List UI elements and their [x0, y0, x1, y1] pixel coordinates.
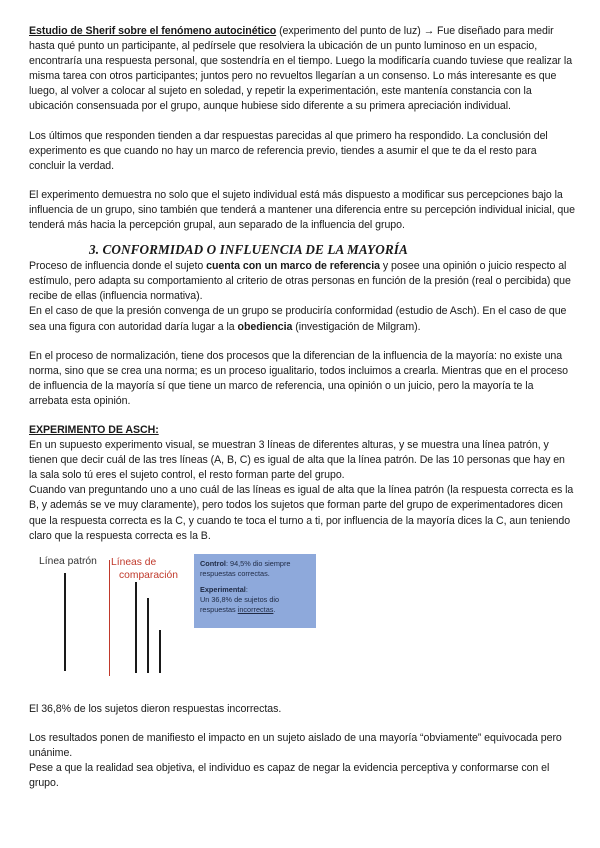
label-comp-line2: comparación — [119, 569, 178, 581]
conformidad-bold-term: cuenta con un marco de referencia — [206, 260, 380, 273]
results-infobox — [194, 554, 316, 628]
section-heading-conformidad: 3. CONFORMIDAD O INFLUENCIA DE LA MAYORÍA — [89, 242, 408, 258]
sherif-title: Estudio de Sherif sobre el fenómeno autocinético — [29, 25, 277, 37]
conformidad-paragraph-1 — [29, 259, 575, 304]
infobox-exp-end: . — [273, 604, 276, 614]
infobox-exp-underlined: incorrectas — [237, 604, 274, 614]
label-linea-patron: Línea patrón — [39, 555, 97, 567]
infobox-exp-label: Experimental — [200, 584, 246, 594]
sherif-text: (experimento del punto de luz) → Fue diseñado para medir hasta qué punto un participante, al pedírsele que resolviera la ubicación de un punto luminoso en un espacio, encontraría una respuesta personal, que sostendría en el tiempo. Luego la modificaría cuando tuviese que realizar la misma tarea con otros participantes; juntos pero no revueltos llegarían a un consenso. Lo más interesante es que luego, al volver a colocar al sujeto en soledad, y repetir la experimentación, este mantenía constancia con la ubicación consensuada por el grupo, aunque hubiese sido diferente a su primera apreciación individual. — [29, 25, 573, 113]
conformidad-text-a: Proceso de influencia donde el sujeto — [29, 260, 207, 273]
asch-heading: EXPERIMENTO DE ASCH: — [29, 423, 159, 436]
conformidad-p2-text-b: (investigación de Milgram). — [292, 320, 421, 333]
sherif-paragraph — [29, 24, 575, 115]
asch-figure — [29, 554, 575, 702]
results-paragraph-2: Los resultados ponen de manifiesto el impacto en un sujeto aislado de una mayoría “obviamente” equivocada pero unánime. — [29, 731, 562, 759]
asch-paragraph-2: Cuando van preguntando uno a uno cuál de las líneas es igual de alta que la línea patrón (la respuesta correcta es la B, y además se ve muy claramente), pero todos los sujetos que forman parte del grupo de experimentadores dicen que la respuesta correcta es la C, y cuando te toca el turno a ti, por influencia de la mayoría dices la C, aun teniendo claro que la respuesta correcta es la B. — [29, 484, 574, 542]
conformidad-paragraph-2 — [29, 304, 575, 334]
infobox-exp-text: Un 36,8% de sujetos dio respuestas — [200, 594, 280, 614]
results-paragraph-3: Pese a que la realidad sea objetiva, el individuo es capaz de negar la evidencia perceptiva y conformarse con el grupo. — [29, 762, 550, 790]
conformidad-p2-text-a: En el caso de que la presión convenga de un grupo se produciría conformidad (estudio de Asch). En el caso de que sea una figura con autoridad daría lugar a la — [29, 305, 567, 333]
obediencia-term: obediencia — [237, 320, 293, 333]
line-a — [135, 582, 137, 673]
infobox-control-label: Control — [200, 558, 226, 568]
infobox-exp-colon: : — [245, 584, 248, 594]
label-lineas-comparacion — [111, 556, 178, 582]
sherif-paragraph-3: El experimento demuestra no solo que el sujeto individual está más dispuesto a modificar sus percepciones bajo la influencia de un grupo, sino también que tenderá a mantener una diferencia entre su percepción individual inicial, que tenderá más hacia la percepción grupal, aun separado de la influencia del grupo. — [29, 188, 575, 232]
infobox-control-text: : 94,5% dio siempre respuestas correctas. — [200, 558, 291, 578]
asch-paragraph-1: En un supuesto experimento visual, se muestran 3 líneas de diferentes alturas, y se muestra una línea patrón, y tienen que decir cuál de las tres líneas (A, B, C) es igual de alta que la línea patrón. De las 10 personas que hay en la sala solo tú eres el sujeto control, el resto forman parte del grupo. — [29, 439, 565, 482]
results-paragraph-1: El 36,8% de los sujetos dieron respuestas incorrectas. — [29, 702, 282, 715]
line-patron — [64, 573, 66, 671]
sherif-paragraph-2: Los últimos que responden tienden a dar respuestas parecidas al que primero ha respondido. La conclusión del experimento es que cuando no hay un marco de referencia previo, tiendes a asumir el que te da el resto para concluir la verdad. — [29, 129, 548, 172]
line-c — [159, 630, 161, 673]
document-page — [29, 24, 575, 791]
conformidad-text-b: y posee una opinión o juicio respecto al estímulo, pero adapta su comportamiento al criterio de otras personas en función de la presión (real o percibida) que recibe de ellas (influencia normativa). — [29, 260, 571, 303]
infobox-control — [200, 559, 312, 579]
label-comp-line1: Líneas de — [111, 556, 157, 568]
normalizacion-paragraph: En el proceso de normalización, tiene dos procesos que la diferencian de la influencia de la mayoría: no existe una norma, sino que se crea una norma; es un proceso igualitario, todos incluimos a crearla. Mientras que en el proceso de influencia de la mayoría sí que tiene un marco de referencia, una opinión o un juicio, pero la mayoría te la arrebata esta opinión. — [29, 349, 568, 407]
infobox-experimental — [200, 585, 312, 615]
line-b — [147, 598, 149, 673]
separator-red-line — [109, 560, 110, 676]
